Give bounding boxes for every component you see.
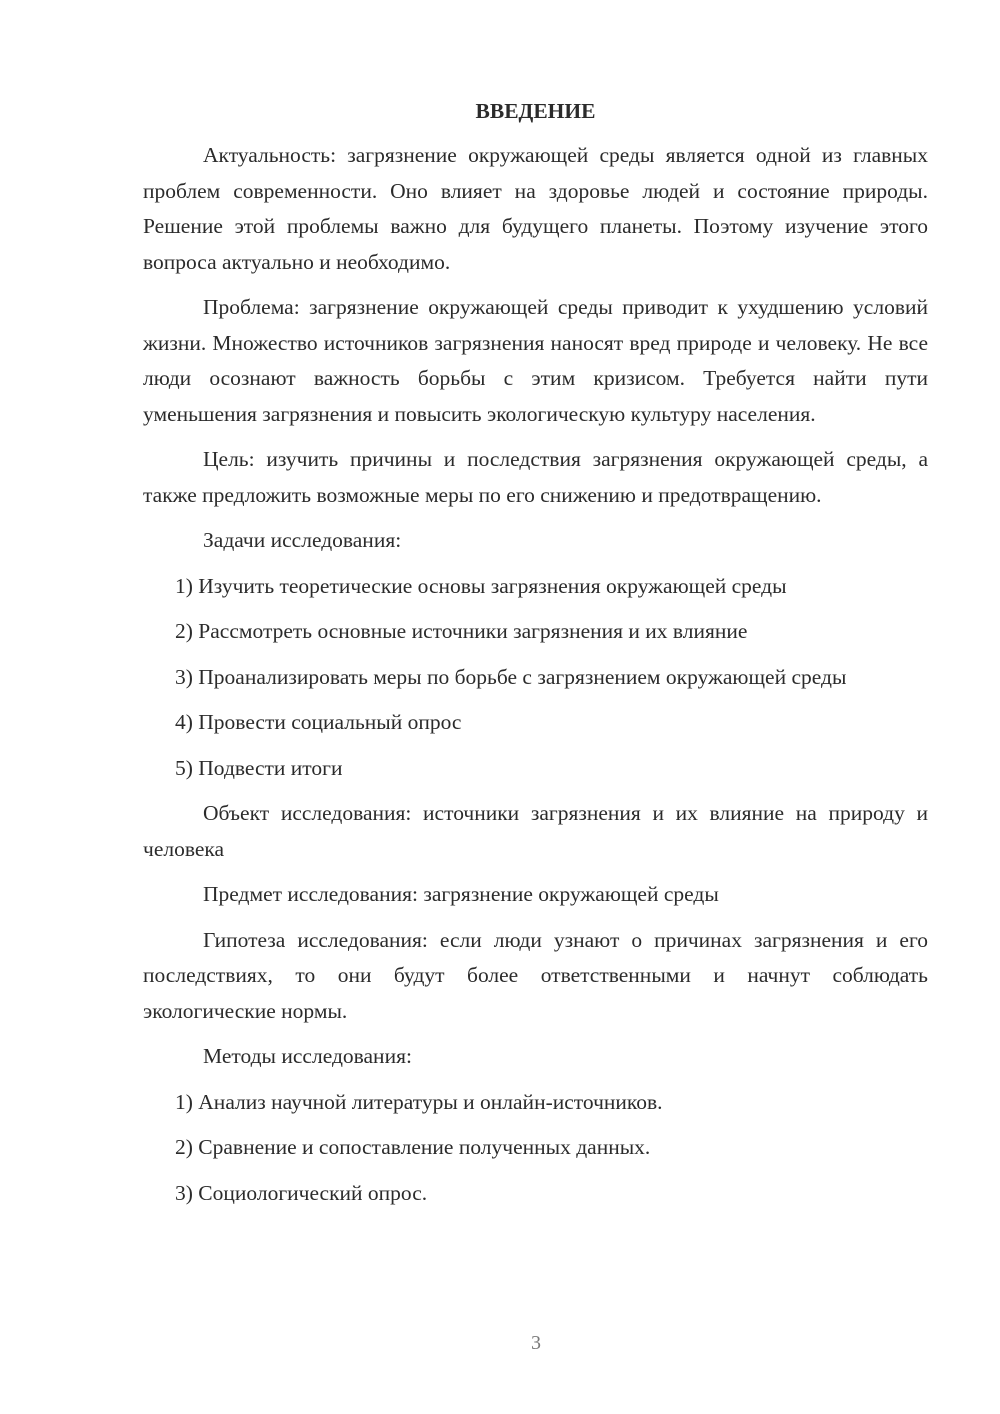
methods-title: Методы исследования:	[203, 1044, 412, 1068]
document-page	[143, 96, 928, 1221]
subject-paragraph: Предмет исследования: загрязнение окружающей среды	[203, 882, 719, 906]
object-paragraph: Объект исследования: источники загрязнения и их влияние на природу и человека	[143, 801, 928, 861]
tasks-title: Задачи исследования:	[203, 528, 402, 552]
method-item-2: 2) Сравнение и сопоставление полученных данных.	[175, 1135, 651, 1159]
method-item-1: 1) Анализ научной литературы и онлайн-источников.	[175, 1089, 663, 1114]
task-item-3: 3) Проанализировать меры по борьбе с загрязнением окружающей среды	[175, 664, 847, 689]
goal-paragraph: Цель: изучить причины и последствия загрязнения окружающей среды, а также предложить возможные меры по его снижению и предотвращению.	[143, 447, 928, 507]
section-heading: ВВЕДЕНИЕ	[475, 99, 596, 123]
relevance-paragraph: Актуальность: загрязнение окружающей среды является одной из главных проблем современности. Оно влияет на здоровье людей и состояние природы. Решение этой проблемы важно для будущего планеты. Поэтому изучение этого вопроса актуально и необходимо.	[143, 143, 928, 274]
page-number: 3	[531, 1332, 541, 1354]
method-item-3: 3) Социологический опрос.	[175, 1180, 428, 1205]
hypothesis-paragraph: Гипотеза исследования: если люди узнают о причинах загрязнения и его последствиях, то они будут более ответственными и начнут соблюдать экологические нормы.	[143, 927, 928, 1023]
task-item-5: 5) Подвести итоги	[175, 755, 343, 780]
problem-paragraph: Проблема: загрязнение окружающей среды приводит к ухудшению условий жизни. Множество источников загрязнения наносят вред природе и человеку. Не все люди осознают важность борьбы с этим кризисом. Требуется найти пути уменьшения загрязнения и повысить экологическую культуру населения.	[143, 295, 928, 426]
task-item-2: 2) Рассмотреть основные источники загрязнения и их влияние	[175, 619, 748, 643]
task-item-4: 4) Провести социальный опрос	[175, 710, 462, 734]
task-item-1: 1) Изучить теоретические основы загрязнения окружающей среды	[175, 573, 787, 598]
